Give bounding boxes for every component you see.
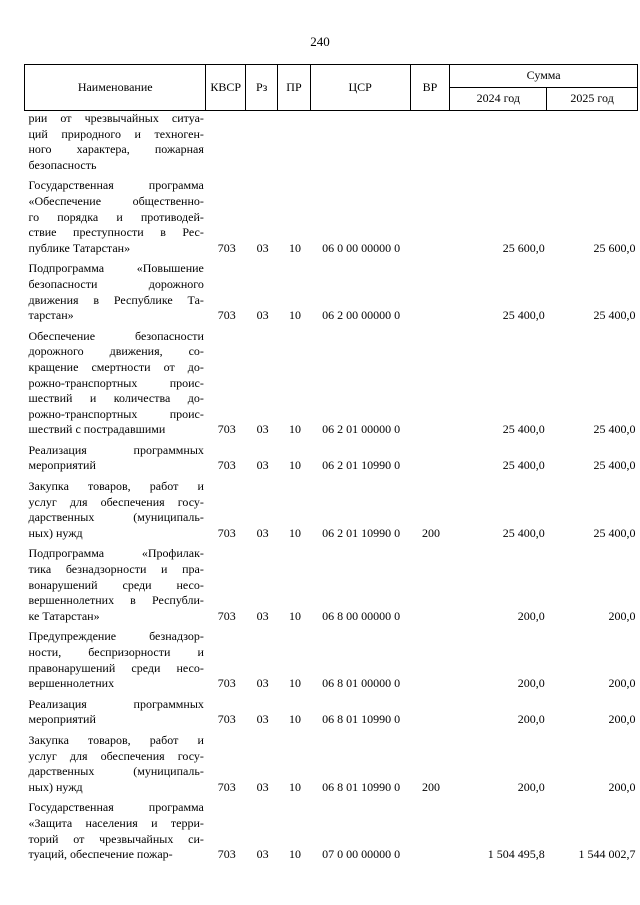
row-name-line: «Обеспечение общественно- <box>28 193 204 208</box>
row-sum-2024-cell: 1 504 495,8 <box>487 847 545 862</box>
header-csr: ЦСР <box>310 65 410 111</box>
table-row <box>25 629 638 691</box>
row-sum-2025-cell: 25 400,0 <box>593 458 636 473</box>
table-body <box>25 111 638 863</box>
row-vr-cell <box>410 178 450 256</box>
row-name-line: Подпрограмма «Повышение <box>28 261 204 276</box>
row-name-cell <box>25 261 206 323</box>
row-name-line: ствие преступности в Рес- <box>28 225 204 240</box>
row-name-line: рожно-транспортных проис- <box>28 375 204 390</box>
row-name-cell <box>25 111 206 174</box>
row-name-line: правонарушений среди несо- <box>28 660 204 675</box>
row-vr-cell <box>410 261 450 323</box>
table-row <box>25 178 638 256</box>
header-sum: Сумма <box>450 65 638 88</box>
row-name-line: рии от чрезвычайных ситуа- <box>28 111 204 125</box>
row-csr-cell: 07 0 00 00000 0 <box>322 847 401 862</box>
row-name-cell <box>25 800 206 862</box>
row-sum-2025-cell: 200,0 <box>608 608 636 623</box>
row-kvsr-cell: 703 <box>217 712 236 727</box>
row-rz-cell: 03 <box>256 308 269 323</box>
row-pr-cell: 10 <box>288 676 301 691</box>
row-vr-cell <box>410 443 450 474</box>
table-row <box>25 443 638 474</box>
row-name-line: Реализация программных <box>28 442 204 457</box>
row-kvsr-cell: 703 <box>217 525 236 540</box>
page-number: 240 <box>310 34 330 49</box>
row-name-cell <box>25 697 206 728</box>
row-name-line: движения в Республике Та- <box>28 292 204 307</box>
row-csr-cell: 06 8 00 00000 0 <box>322 608 401 623</box>
row-vr-cell <box>410 111 450 174</box>
row-name-line: мероприятий <box>28 712 96 727</box>
row-name-cell <box>25 733 206 795</box>
row-name-line: Подпрограмма «Профилак- <box>28 546 204 561</box>
header-year-2025: 2025 год <box>547 88 638 111</box>
row-vr-cell <box>410 629 450 691</box>
row-pr-cell: 10 <box>288 525 301 540</box>
row-name-line: тика безнадзорности и пра- <box>28 562 204 577</box>
row-name-line: Закупка товаров, работ и <box>28 479 204 494</box>
row-csr-cell: 06 8 01 00000 0 <box>322 676 401 691</box>
row-name-line: Реализация программных <box>28 696 204 711</box>
row-name-line: торий от чрезвычайных си- <box>28 831 204 846</box>
row-csr-cell: 06 2 00 00000 0 <box>322 308 401 323</box>
row-name-line: кращение смертности от до- <box>28 359 204 374</box>
header-name: Наименование <box>25 65 206 111</box>
row-name-cell <box>25 329 206 438</box>
row-name-line: тарстан» <box>28 308 74 323</box>
row-name-line: Закупка товаров, работ и <box>28 732 204 747</box>
header-pr: ПР <box>278 65 310 111</box>
row-name-line: Государственная программа <box>28 800 204 815</box>
row-pr-cell: 10 <box>288 712 301 727</box>
table-row <box>25 261 638 323</box>
row-pr-cell <box>278 111 310 174</box>
table-row <box>25 329 638 438</box>
row-sum-2025-cell: 200,0 <box>608 676 636 691</box>
row-rz-cell: 03 <box>256 422 269 437</box>
table-row <box>25 111 638 174</box>
row-sum-2024-cell: 25 400,0 <box>502 525 545 540</box>
table-row <box>25 733 638 795</box>
row-name-cell <box>25 546 206 624</box>
row-sum-2024-cell: 25 400,0 <box>502 308 545 323</box>
row-name-line: го порядка и противодей- <box>28 209 204 224</box>
row-vr-cell <box>410 546 450 624</box>
table-row <box>25 479 638 541</box>
row-sum-2025-cell: 25 400,0 <box>593 308 636 323</box>
row-vr-cell <box>410 800 450 862</box>
row-pr-cell: 10 <box>288 608 301 623</box>
row-rz-cell: 03 <box>256 847 269 862</box>
row-csr-cell <box>310 111 410 174</box>
row-kvsr-cell: 703 <box>217 608 236 623</box>
row-rz-cell: 03 <box>256 676 269 691</box>
row-name-line: дорожного движения, со- <box>28 344 204 359</box>
row-vr-cell: 200 <box>422 525 440 540</box>
table-row <box>25 697 638 728</box>
row-sum-2024-cell: 25 400,0 <box>502 458 545 473</box>
row-name-line: вершеннолетних <box>28 676 115 691</box>
row-pr-cell: 10 <box>288 458 301 473</box>
row-name-line: дарственных (муниципаль- <box>28 764 204 779</box>
row-name-line: безопасность <box>28 157 97 172</box>
row-vr-cell <box>410 329 450 438</box>
row-sum-2025-cell: 200,0 <box>608 712 636 727</box>
row-sum-2024-cell <box>450 111 547 174</box>
row-sum-2025-cell: 25 600,0 <box>593 240 636 255</box>
row-csr-cell: 06 8 01 10990 0 <box>322 779 401 794</box>
row-name-line: Обеспечение безопасности <box>28 328 204 343</box>
row-csr-cell: 06 8 01 10990 0 <box>322 712 401 727</box>
row-name-line: ных) нужд <box>28 525 83 540</box>
header-rz: Рз <box>246 65 278 111</box>
row-pr-cell: 10 <box>288 847 301 862</box>
row-csr-cell: 06 0 00 00000 0 <box>322 240 401 255</box>
row-name-line: Предупреждение безнадзор- <box>28 629 204 644</box>
row-name-line: туаций, обеспечение пожар- <box>28 847 173 862</box>
row-sum-2025-cell: 200,0 <box>608 779 636 794</box>
row-name-cell <box>25 629 206 691</box>
row-pr-cell: 10 <box>288 240 301 255</box>
row-sum-2024-cell: 25 600,0 <box>502 240 545 255</box>
row-name-line: ных) нужд <box>28 779 83 794</box>
row-kvsr-cell: 703 <box>217 458 236 473</box>
row-sum-2025-cell: 25 400,0 <box>593 525 636 540</box>
row-name-line: Государственная программа <box>28 178 204 193</box>
row-name-line: вершеннолетних в Республи- <box>28 593 204 608</box>
row-sum-2025-cell: 1 544 002,7 <box>578 847 636 862</box>
row-sum-2024-cell: 200,0 <box>517 676 545 691</box>
row-pr-cell: 10 <box>288 779 301 794</box>
table-row <box>25 546 638 624</box>
row-name-line: дарственных (муниципаль- <box>28 510 204 525</box>
row-kvsr-cell: 703 <box>217 308 236 323</box>
row-name-line: ке Татарстан» <box>28 608 100 623</box>
row-name-line: ности, беспризорности и <box>28 645 204 659</box>
row-name-cell <box>25 479 206 541</box>
row-name-line: услуг для обеспечения госу- <box>28 748 204 763</box>
row-rz-cell: 03 <box>256 458 269 473</box>
table-row <box>25 800 638 862</box>
row-sum-2024-cell: 25 400,0 <box>502 422 545 437</box>
row-rz-cell <box>246 111 278 174</box>
row-name-line: услуг для обеспечения госу- <box>28 494 204 509</box>
row-sum-2024-cell: 200,0 <box>517 779 545 794</box>
row-name-line: ций природного и техноген- <box>28 126 204 141</box>
row-kvsr-cell: 703 <box>217 422 236 437</box>
header-year-2024: 2024 год <box>450 88 547 111</box>
row-sum-2024-cell: 200,0 <box>517 608 545 623</box>
table-header <box>25 65 638 111</box>
row-rz-cell: 03 <box>256 240 269 255</box>
row-name-cell <box>25 178 206 256</box>
row-name-line: ного характера, пожарная <box>28 142 204 157</box>
budget-table <box>24 64 638 863</box>
header-vr: ВР <box>410 65 450 111</box>
row-kvsr-cell: 703 <box>217 847 236 862</box>
row-name-line: рожно-транспортных проис- <box>28 406 204 421</box>
row-kvsr-cell: 703 <box>217 779 236 794</box>
row-sum-2025-cell: 25 400,0 <box>593 422 636 437</box>
row-name-line: публике Татарстан» <box>28 240 131 255</box>
row-sum-2025-cell <box>547 111 638 174</box>
row-csr-cell: 06 2 01 10990 0 <box>322 458 401 473</box>
row-rz-cell: 03 <box>256 525 269 540</box>
row-name-line: «Защита населения и терри- <box>28 815 204 830</box>
row-sum-2024-cell: 200,0 <box>517 712 545 727</box>
row-csr-cell: 06 2 01 10990 0 <box>322 525 401 540</box>
row-name-line: безопасности дорожного <box>28 276 204 291</box>
row-rz-cell: 03 <box>256 779 269 794</box>
row-kvsr-cell: 703 <box>217 240 236 255</box>
row-pr-cell: 10 <box>288 308 301 323</box>
row-vr-cell <box>410 697 450 728</box>
row-kvsr-cell: 703 <box>217 676 236 691</box>
row-rz-cell: 03 <box>256 712 269 727</box>
row-pr-cell: 10 <box>288 422 301 437</box>
row-name-cell <box>25 443 206 474</box>
header-kvsr: КВСР <box>206 65 246 111</box>
row-name-line: вонарушений среди несо- <box>28 577 204 592</box>
row-vr-cell: 200 <box>422 779 440 794</box>
row-csr-cell: 06 2 01 00000 0 <box>322 422 401 437</box>
row-kvsr-cell <box>206 111 246 174</box>
row-name-line: шествий и количества до- <box>28 391 204 406</box>
row-rz-cell: 03 <box>256 608 269 623</box>
row-name-line: шествий с пострадавшими <box>28 422 166 437</box>
row-name-line: мероприятий <box>28 458 96 473</box>
